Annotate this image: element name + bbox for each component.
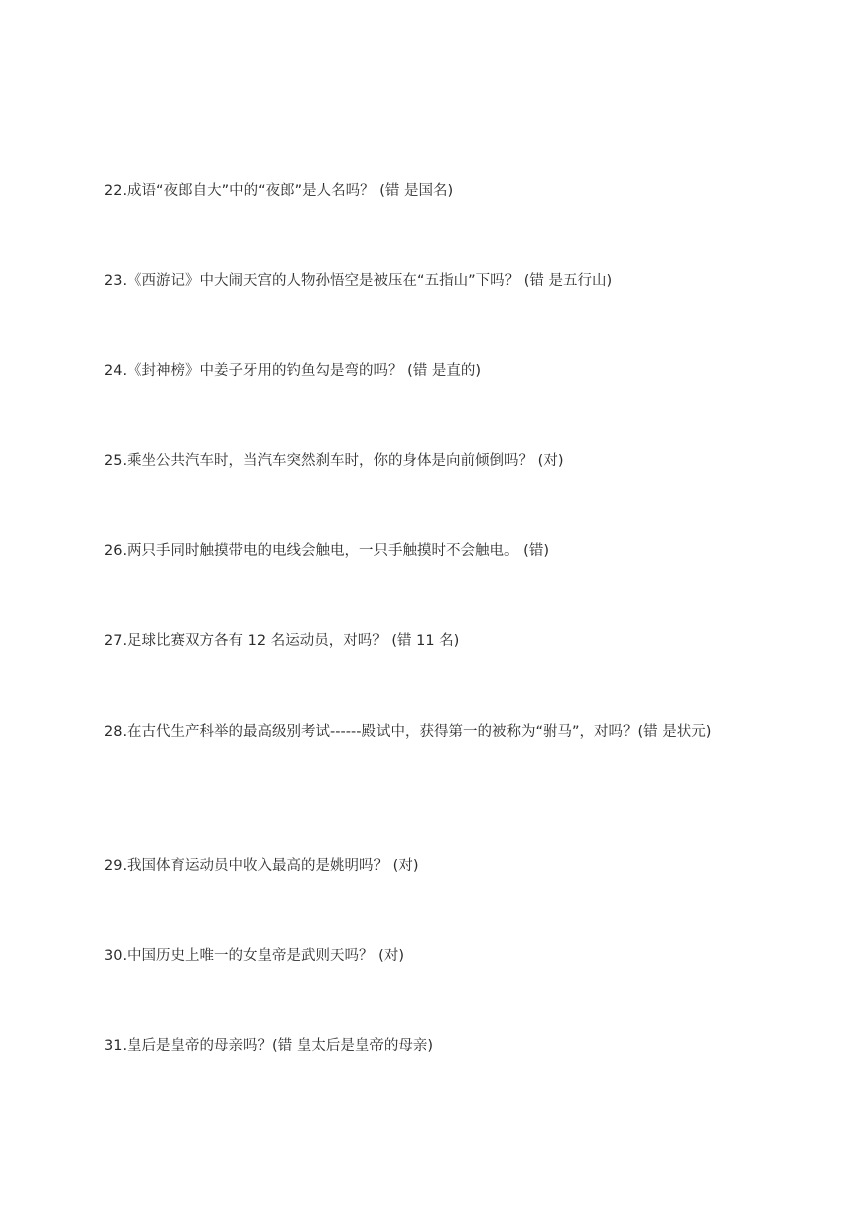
question-25: 25.乘坐公共汽车时，当汽车突然刹车时，你的身体是向前倾倒吗？ (对)	[104, 453, 564, 469]
question-29: 29.我国体育运动员中收入最高的是姚明吗？ (对)	[104, 858, 419, 874]
question-31: 31.皇后是皇帝的母亲吗？(错 皇太后是皇帝的母亲)	[104, 1038, 433, 1054]
question-26: 26.两只手同时触摸带电的电线会触电，一只手触摸时不会触电。 (错)	[104, 543, 549, 559]
question-24: 24.《封神榜》中姜子牙用的钓鱼勾是弯的吗？ (错 是直的)	[104, 363, 482, 379]
question-30: 30.中国历史上唯一的女皇帝是武则天吗？ (对)	[104, 948, 404, 964]
question-27: 27.足球比赛双方各有 12 名运动员，对吗？ (错 11 名)	[104, 633, 460, 649]
question-23: 23.《西游记》中大闹天宫的人物孙悟空是被压在“五指山”下吗？ (错 是五行山)	[104, 273, 613, 289]
question-22: 22.成语“夜郎自大”中的“夜郎”是人名吗？ (错 是国名)	[104, 183, 454, 199]
question-28: 28.在古代生产科举的最高级别考试------殿试中，获得第一的被称为“驸马”，对吗？(错 是状元)	[104, 724, 712, 740]
